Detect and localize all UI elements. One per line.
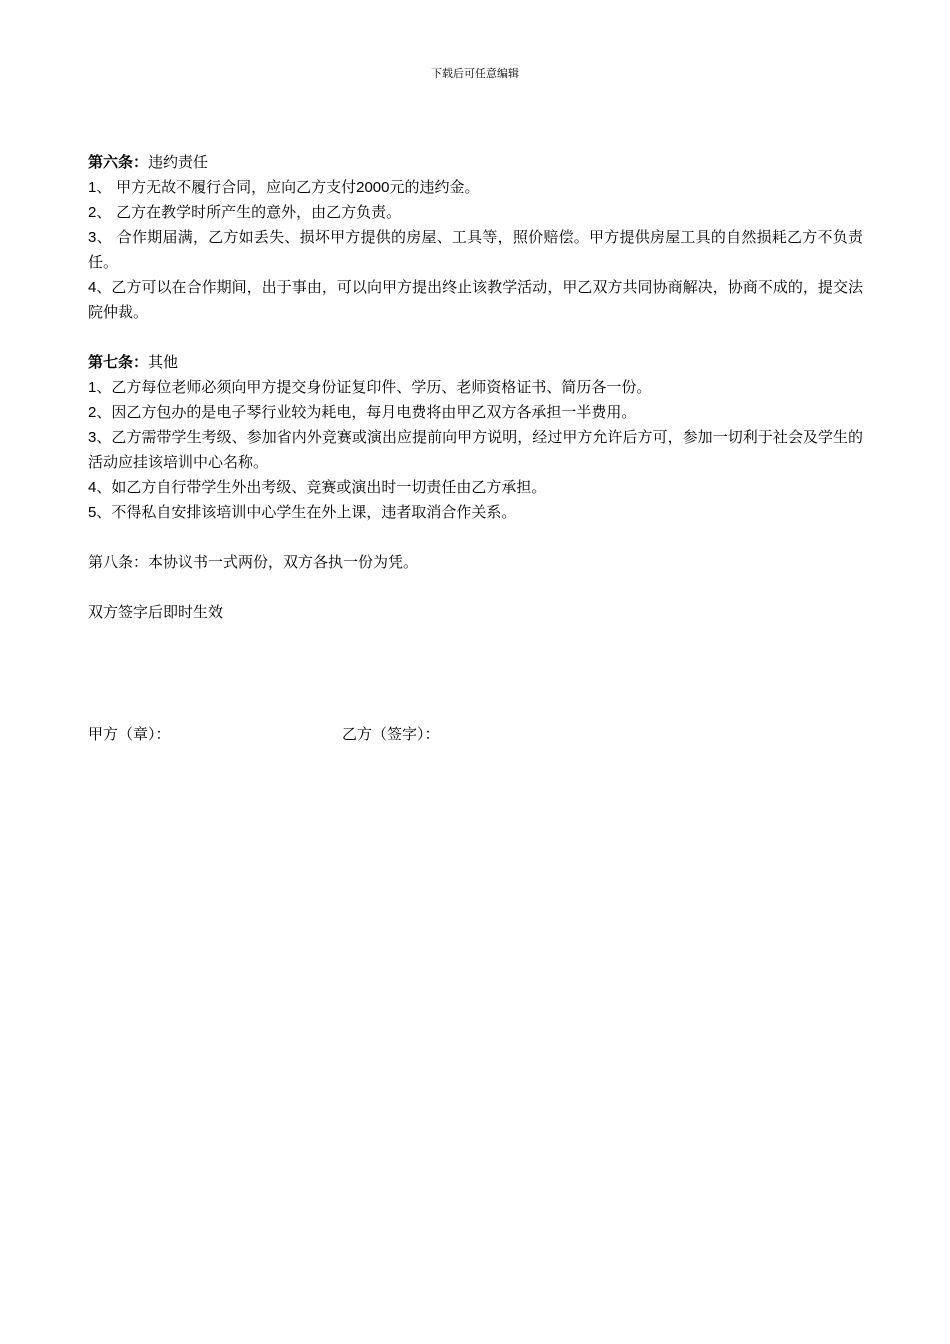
spacer <box>88 575 863 600</box>
article-6-item-2 <box>88 200 863 225</box>
item-number: 1 <box>88 179 97 196</box>
item-text: 、不得私自安排该培训中心学生在外上课，违者取消合作关系。 <box>96 503 517 521</box>
article-7-item-4 <box>88 475 863 500</box>
item-text-tail: 元的违约金。 <box>389 178 480 196</box>
item-number: 3 <box>88 229 97 246</box>
item-text: 、乙方需带学生考级、参加省内外竞赛或演出应提前向甲方说明，经过甲方允许后方可，参加一切利于社会及学生的活动应挂该培训中心名称。 <box>88 428 863 471</box>
article-6-heading <box>88 150 863 175</box>
spacer <box>88 325 863 350</box>
item-text: 、因乙方包办的是电子琴行业较为耗电，每月电费将由甲乙双方各承担一半费用。 <box>96 403 637 421</box>
article-6-item-1 <box>88 175 863 200</box>
item-number: 1 <box>88 379 97 396</box>
party-a-signature-label: 甲方（章）： <box>88 725 171 743</box>
item-number: 3 <box>88 429 97 446</box>
article-6-item-3 <box>88 225 863 275</box>
signature-row <box>88 722 863 747</box>
item-number: 5 <box>88 504 97 521</box>
article-8: 第八条：本协议书一式两份，双方各执一份为凭。 <box>88 553 419 571</box>
spacer <box>88 525 863 550</box>
article-6-title: 违约责任 <box>148 153 209 171</box>
article-7-item-3 <box>88 425 863 475</box>
item-number: 4 <box>88 479 97 496</box>
article-7-item-2 <box>88 400 863 425</box>
item-number: 4 <box>88 279 97 296</box>
item-text: 、 乙方在教学时所产生的意外，由乙方负责。 <box>96 203 402 221</box>
article-7-item-1 <box>88 375 863 400</box>
item-text: 、 甲方无故不履行合同，应向乙方支付 <box>96 178 357 196</box>
effective-clause: 双方签字后即时生效 <box>88 603 224 621</box>
article-7-heading <box>88 350 863 375</box>
item-text: 、 合作期届满，乙方如丢失、损坏甲方提供的房屋、工具等，照价赔偿。甲方提供房屋工具的自然损耗乙方不负责任。 <box>88 228 863 271</box>
item-number: 2 <box>88 404 97 421</box>
article-7-item-5 <box>88 500 863 525</box>
item-text: 、乙方可以在合作期间，出于事由，可以向甲方提出终止该教学活动，甲乙双方共同协商解决，协商不成的，提交法院仲裁。 <box>88 278 863 321</box>
article-7-label: 第七条： <box>88 353 149 371</box>
item-number: 2 <box>88 204 97 221</box>
article-7-title: 其他 <box>148 353 179 371</box>
page-header: 下载后可任意编辑 <box>431 67 519 80</box>
party-b-signature-label: 乙方（签字）： <box>342 725 440 743</box>
article-6-label: 第六条： <box>88 153 149 171</box>
item-text: 、乙方每位老师必须向甲方提交身份证复印件、学历、老师资格证书、简历各一份。 <box>96 378 652 396</box>
penalty-amount: 2000 <box>356 179 390 196</box>
article-6-item-4 <box>88 275 863 325</box>
contract-body <box>88 150 863 625</box>
item-text: 、如乙方自行带学生外出考级、竞赛或演出时一切责任由乙方承担。 <box>96 478 547 496</box>
